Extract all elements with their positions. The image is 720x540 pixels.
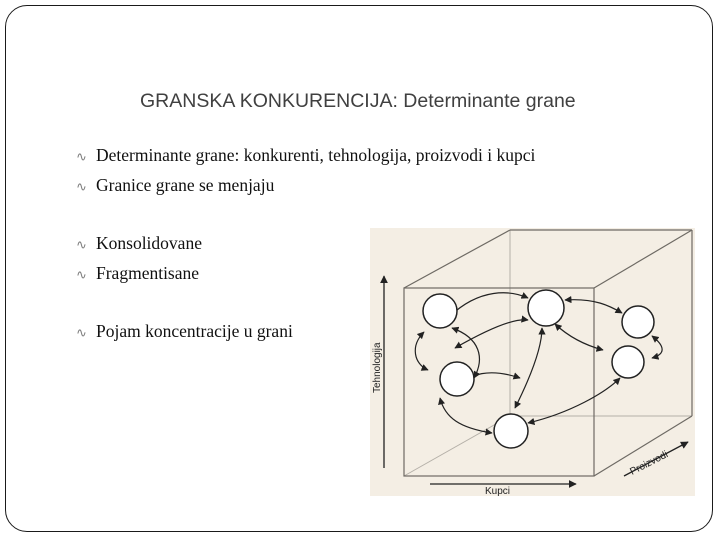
bullet-granice — [76, 175, 274, 196]
wavy-bullet-icon: ∿ — [76, 150, 87, 165]
node-circle — [528, 290, 564, 326]
cube-back-edges — [404, 230, 692, 476]
node-circle — [440, 362, 474, 396]
connector-arrow — [450, 293, 528, 316]
bullet-fragmentisane — [76, 263, 199, 284]
wavy-bullet-icon: ∿ — [76, 180, 87, 195]
node-circle — [622, 306, 654, 338]
bullet-text: Fragmentisane — [96, 263, 200, 283]
axis-label-kupci: Kupci — [485, 486, 511, 496]
nodes — [423, 290, 654, 448]
wavy-bullet-icon: ∿ — [76, 268, 87, 283]
bullet-text: Granice grane se menjaju — [96, 175, 275, 195]
connector-arrow — [455, 320, 528, 348]
connector-arrow — [652, 336, 662, 358]
wavy-bullet-icon: ∿ — [76, 326, 87, 341]
node-circle — [494, 414, 528, 448]
connector-arrow — [515, 328, 542, 408]
wavy-bullet-icon: ∿ — [76, 238, 87, 253]
bullet-text: : konkurenti, tehnologija, proizvodi i kupci — [234, 145, 536, 165]
node-circle — [612, 346, 644, 378]
bullet-text: Konsolidovane — [96, 233, 202, 253]
industry-cube-figure — [370, 228, 695, 496]
bullet-pojam — [76, 321, 293, 342]
connector-arrow — [555, 324, 603, 350]
bullet-text: Pojam koncentracije u grani — [96, 321, 293, 341]
bullet-emphasis: Determinante grane — [96, 145, 235, 165]
bullet-determinante — [76, 145, 535, 166]
connector-arrow — [415, 332, 428, 370]
axis-label-tehnologija: Tehnologija — [372, 342, 383, 393]
connector-arrow — [440, 398, 492, 433]
bullet-konsolidovane — [76, 233, 202, 254]
cube-diagram — [370, 228, 695, 496]
slide-title: GRANSKA KONKURENCIJA: Determinante grane — [140, 90, 576, 112]
node-circle — [423, 294, 457, 328]
cube-front-edges — [404, 230, 692, 476]
axis-label-proizvodi: Proizvodi — [628, 449, 671, 478]
